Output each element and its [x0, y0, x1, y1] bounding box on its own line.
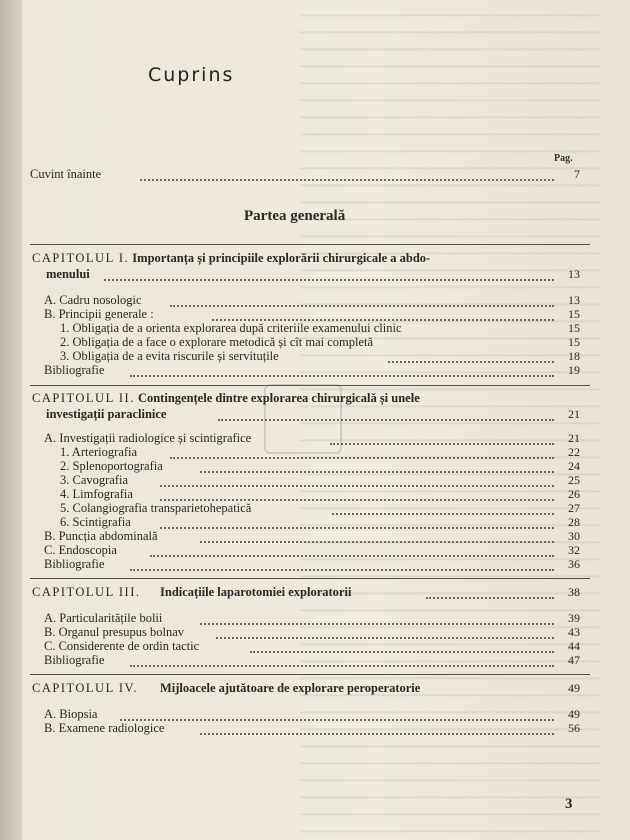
toc-entry-page: 49 [568, 707, 580, 721]
toc-entry [0, 362, 630, 378]
toc-entry-label: 3. Obligația de a evita riscurile și servituțile [60, 349, 279, 363]
toc-entry-page: 19 [568, 363, 580, 377]
toc-entry-label: A. Investigații radiologice și scintigrafice [44, 431, 252, 445]
leader-dots [200, 723, 554, 735]
toc-entry-page: 30 [568, 529, 580, 543]
chapter-page: 38 [568, 585, 580, 599]
toc-entry-page: 28 [568, 515, 580, 529]
toc-entry-label: 6. Scintigrafia [60, 515, 131, 529]
toc-entry-label: A. Particularitățile bolii [44, 611, 163, 625]
chapter-divider [30, 244, 590, 245]
chapter-divider [30, 578, 590, 579]
leader-dots [140, 169, 554, 181]
toc-entry-page: 25 [568, 473, 580, 487]
chapter-number: CAPITOLUL II. [32, 391, 135, 405]
toc-entry-page: 7 [574, 167, 580, 181]
toc-entry-page: 47 [568, 653, 580, 667]
chapter-page: 21 [568, 407, 580, 421]
chapter-page: 49 [568, 681, 580, 695]
chapter-title: Contingențele dintre explorarea chirurgicală și unele [137, 391, 420, 405]
toc-entry-label: Cuvint înainte [30, 167, 102, 181]
toc-entry-label: C. Endoscopia [44, 543, 117, 557]
toc-entry-label: B. Principii generale : [44, 307, 154, 321]
toc-entry-label: Bibliografie [44, 557, 105, 571]
chapter-number: CAPITOLUL III. [32, 585, 141, 599]
chapter-heading-cont [0, 266, 630, 282]
chapter-title: Mijloacele ajutătoare de explorare peroperatorie [160, 681, 421, 695]
leader-dots [426, 587, 554, 599]
toc-entry-page: 24 [568, 459, 580, 473]
toc-entry-label: 3. Cavografia [60, 473, 129, 487]
toc-entry [0, 556, 630, 572]
page-column-label: Pag. [554, 153, 573, 164]
toc-entry-label: 5. Colangiografia transparietohepatică [60, 501, 252, 515]
page-title: Cuprins [148, 64, 235, 86]
chapter-heading [32, 390, 420, 406]
chapter-title: Indicațiile laparotomiei exploratorii [160, 585, 352, 599]
toc-entry-label: Bibliografie [44, 363, 105, 377]
toc-entry-page: 15 [568, 307, 580, 321]
toc-entry-page: 26 [568, 487, 580, 501]
chapter-title-cont: menului [46, 267, 90, 281]
chapter-page: 13 [568, 267, 580, 281]
toc-entry-label: 1. Obligația de a orienta explorarea după criteriile examenului clinic [60, 321, 402, 335]
toc-entry-page: 32 [568, 543, 580, 557]
toc-entry-label: B. Puncția abdominală [44, 529, 158, 543]
toc-entry-page: 39 [568, 611, 580, 625]
toc-entry [0, 720, 630, 736]
chapter-divider [30, 674, 590, 675]
toc-entry-page: 15 [568, 321, 580, 335]
toc-entry-page: 27 [568, 501, 580, 515]
toc-entry [0, 652, 630, 668]
toc-entry-page: 21 [568, 431, 580, 445]
toc-entry-page: 43 [568, 625, 580, 639]
leader-dots [130, 559, 554, 571]
toc-entry-page: 56 [568, 721, 580, 735]
chapter-title-cont: investigații paraclinice [46, 407, 167, 421]
leader-dots [130, 365, 554, 377]
toc-entry-label: B. Organul presupus bolnav [44, 625, 185, 639]
leader-dots [104, 269, 554, 281]
toc-entry-page: 18 [568, 349, 580, 363]
chapter-divider [30, 385, 590, 386]
page-number: 3 [565, 796, 573, 812]
toc-entry-label: 2. Obligația de a face o explorare metodică și cît mai completă [60, 335, 374, 349]
toc-entry-label: B. Examene radiologice [44, 721, 165, 735]
leader-dots [218, 409, 554, 421]
toc-entry-page: 13 [568, 293, 580, 307]
chapter-heading [0, 584, 630, 600]
toc-entry-label: 4. Limfografia [60, 487, 133, 501]
toc-entry-label: C. Considerente de ordin tactic [44, 639, 200, 653]
chapter-heading [32, 250, 430, 266]
toc-entry-page: 44 [568, 639, 580, 653]
chapter-number: CAPITOLUL IV. [32, 681, 139, 695]
chapter-title: Importanța și principiile explorării chirurgicale a abdo- [132, 251, 431, 265]
toc-entry-label: 1. Arteriografia [60, 445, 138, 459]
toc-entry-page: 15 [568, 335, 580, 349]
chapter-number: CAPITOLUL I. [32, 251, 130, 265]
part-title: Partea generală [244, 208, 346, 224]
leader-dots [130, 655, 554, 667]
chapter-heading-cont [0, 406, 630, 422]
toc-entry-label: 2. Splenoportografia [60, 459, 163, 473]
chapter-heading [0, 680, 630, 696]
toc-entry-foreword [0, 166, 630, 182]
toc-entry-page: 36 [568, 557, 580, 571]
toc-entry-label: A. Cadru nosologic [44, 293, 142, 307]
toc-entry-label: A. Biopsia [44, 707, 98, 721]
toc-entry-label: Bibliografie [44, 653, 105, 667]
toc-entry-page: 22 [568, 445, 580, 459]
